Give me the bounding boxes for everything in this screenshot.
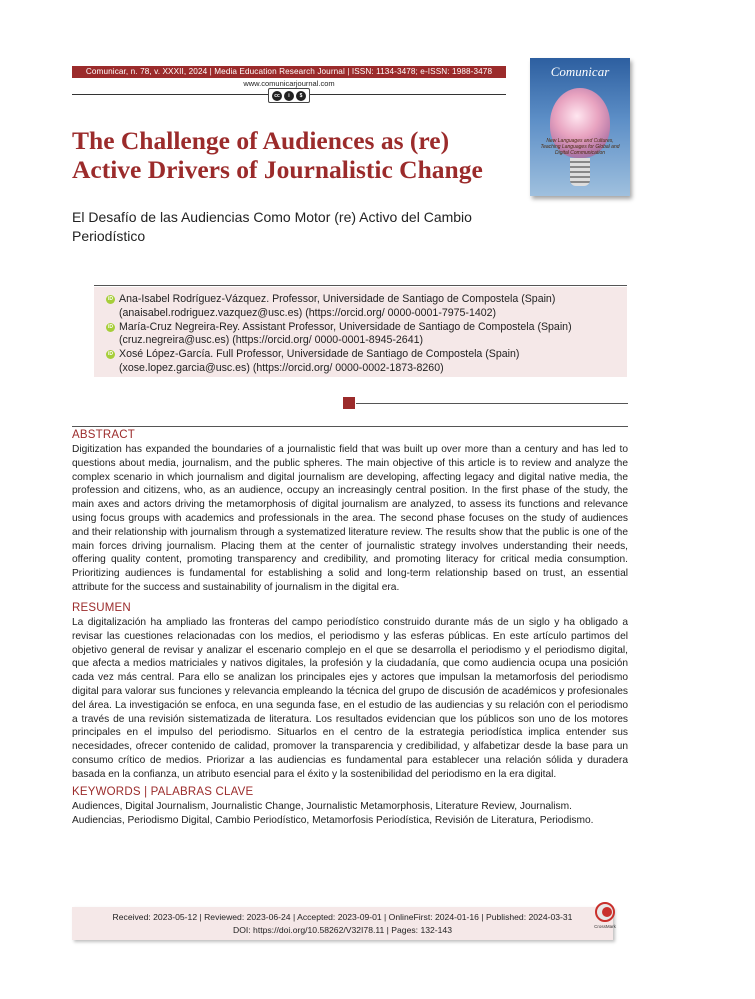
abstract-text: Digitization has expanded the boundaries of a journalistic field that was built up over more than a century and has led to questions about media, journalism, and the public spheres. The main objective of this article is to review and analyze the complex scenario in which journalism and digital journalism are developing, affecting legacy and digital native media, the profession and citizens, who, as an audience, occupy an increasingly central position. In the first phase of the study, the main axes and actors driving the metamorphosis of digital journalism are analyzed, to assess its functions and relevance using focus groups with academics and professionals in the area. The second phase focuses on the study of audiences and their relationship with journalism through a systematized literature review. The results show that the public is one of the main forces driving journalism. Placing them at the center of journalistic strategy involves understanding their needs, offering quality content, promoting transparency and credibility, and promoting literacy for critical media consumption. Prioritizing audiences is fundamental for establishing a solid and long-term relationship based on trust, an essential attribute for the success and sustainability of journalism in the digital era. <box>72 444 628 593</box>
cover-subtitle: New Languages and Cultures, Teaching Languages for Global and Digital Communication <box>540 138 620 156</box>
license-badge[interactable] <box>268 88 310 103</box>
keywords-es: Audiencias, Periodismo Digital, Cambio Periodístico, Metamorfosis Periodística, Revisión de Literatura, Periodismo. <box>72 815 594 826</box>
journal-url[interactable]: www.comunicarjournal.com <box>243 79 335 88</box>
keywords-heading: KEYWORDS | PALABRAS CLAVE <box>72 786 254 798</box>
separator-square <box>343 397 355 409</box>
orcid-icon[interactable]: iD <box>108 351 113 358</box>
abstract-rule <box>72 426 628 427</box>
authors-top-rule <box>94 285 627 286</box>
author-text: Xosé López-García. Full Professor, Universidade de Santiago de Compostela (Spain) (xose.lopez.garcia@usc.es) (https://orcid.org/ 0000-0002-1873-8260) <box>119 348 520 374</box>
journal-cover <box>530 58 630 196</box>
crossmark-label: CrossMark <box>594 924 616 929</box>
resumen-text: La digitalización ha ampliado las fronteras del campo periodístico construido durante más de un siglo y ha obligado a revisar las cuestiones relacionadas con los medios, el periodismo y las esferas públicas. En este artículo partimos del objetivo general de revisar y analizar el escenario complejo en el que se desarrolla el periodismo y el periodismo digital, que afecta a medios matriciales y nativos digitales, la profesión y la ciudadanía, que como audiencia ocupa una posición cada vez más central. Para ello se analizan los principales ejes y actores que impulsan la metamorfosis del periodismo digital para valorar sus funciones y relevancia empleando la técnica del grupo de discusión de académicos y profesionales del área. La investigación se enfoca, en una segunda fase, en el estudio de las audiencias y su relación con el periodismo a través de una revisión sistematizada de literatura. Los resultados evidencian que los públicos son uno de los motores principales en el impulso del periodismo. Situarlos en el centro de la estrategia periodística implica entender sus necesidades, ofrecer contenido de calidad, promover la transparencia y credibilidad, y alfabetizar desde la base para un consumo crítico de medios. Priorizar a las audiencias es fundamental para establecer una relación sólida y duradera basada en la confianza, un atributo esencial para el éxito y la sostenibilidad del periodismo en la era digital. <box>72 617 628 780</box>
nc-icon: $ <box>296 91 306 101</box>
publication-dates: Received: 2023-05-12 | Reviewed: 2023-06-24 | Accepted: 2023-09-01 | OnlineFirst: 2024-01-16 | Published: 2024-03-31 <box>112 912 573 922</box>
publication-footer <box>72 907 613 940</box>
journal-header-band: Comunicar, n. 78, v. XXXII, 2024 | Media Education Research Journal | ISSN: 1134-3478; e-ISSN: 1988-3478 <box>72 66 506 78</box>
author-text: Ana-Isabel Rodríguez-Vázquez. Professor, Universidade de Santiago de Compostela (Spain) (anaisabel.rodriguez.vazquez@usc.es) (https://orcid.org/ 0000-0001-7975-1402) <box>119 293 556 319</box>
orcid-icon[interactable]: iD <box>108 323 113 330</box>
article-subtitle: El Desafío de las Audiencias Como Motor (re) Activo del Cambio Periodístico <box>72 209 472 244</box>
lightbulb-base-icon <box>570 158 590 186</box>
doi-pages[interactable]: DOI: https://doi.org/10.58262/V32I78.11 | Pages: 132-143 <box>233 924 452 935</box>
cc-icon: cc <box>272 91 282 101</box>
authors-panel <box>94 287 627 377</box>
resumen-heading: RESUMEN <box>72 602 131 614</box>
author-text: María-Cruz Negreira-Rey. Assistant Professor, Universidade de Santiago de Compostela (Spain) (cruz.negreira@usc.es) (https://orcid.org/ 0000-0001-8945-2641) <box>119 320 572 347</box>
orcid-icon[interactable]: iD <box>108 296 113 302</box>
author-item <box>106 321 615 349</box>
crossmark-icon <box>595 902 615 922</box>
by-icon: i <box>284 91 294 101</box>
keywords-en: Audiences, Digital Journalism, Journalistic Change, Journalistic Metamorphosis, Literature Review, Journalism. <box>72 801 572 812</box>
abstract-heading: ABSTRACT <box>72 429 135 441</box>
crossmark-badge[interactable] <box>593 902 617 932</box>
cover-title: Comunicar <box>550 64 610 79</box>
separator-rule <box>356 403 628 404</box>
article-title: The Challenge of Audiences as (re) Active Drivers of Journalistic Change <box>72 126 483 184</box>
author-item <box>106 293 615 321</box>
author-item <box>106 348 615 376</box>
